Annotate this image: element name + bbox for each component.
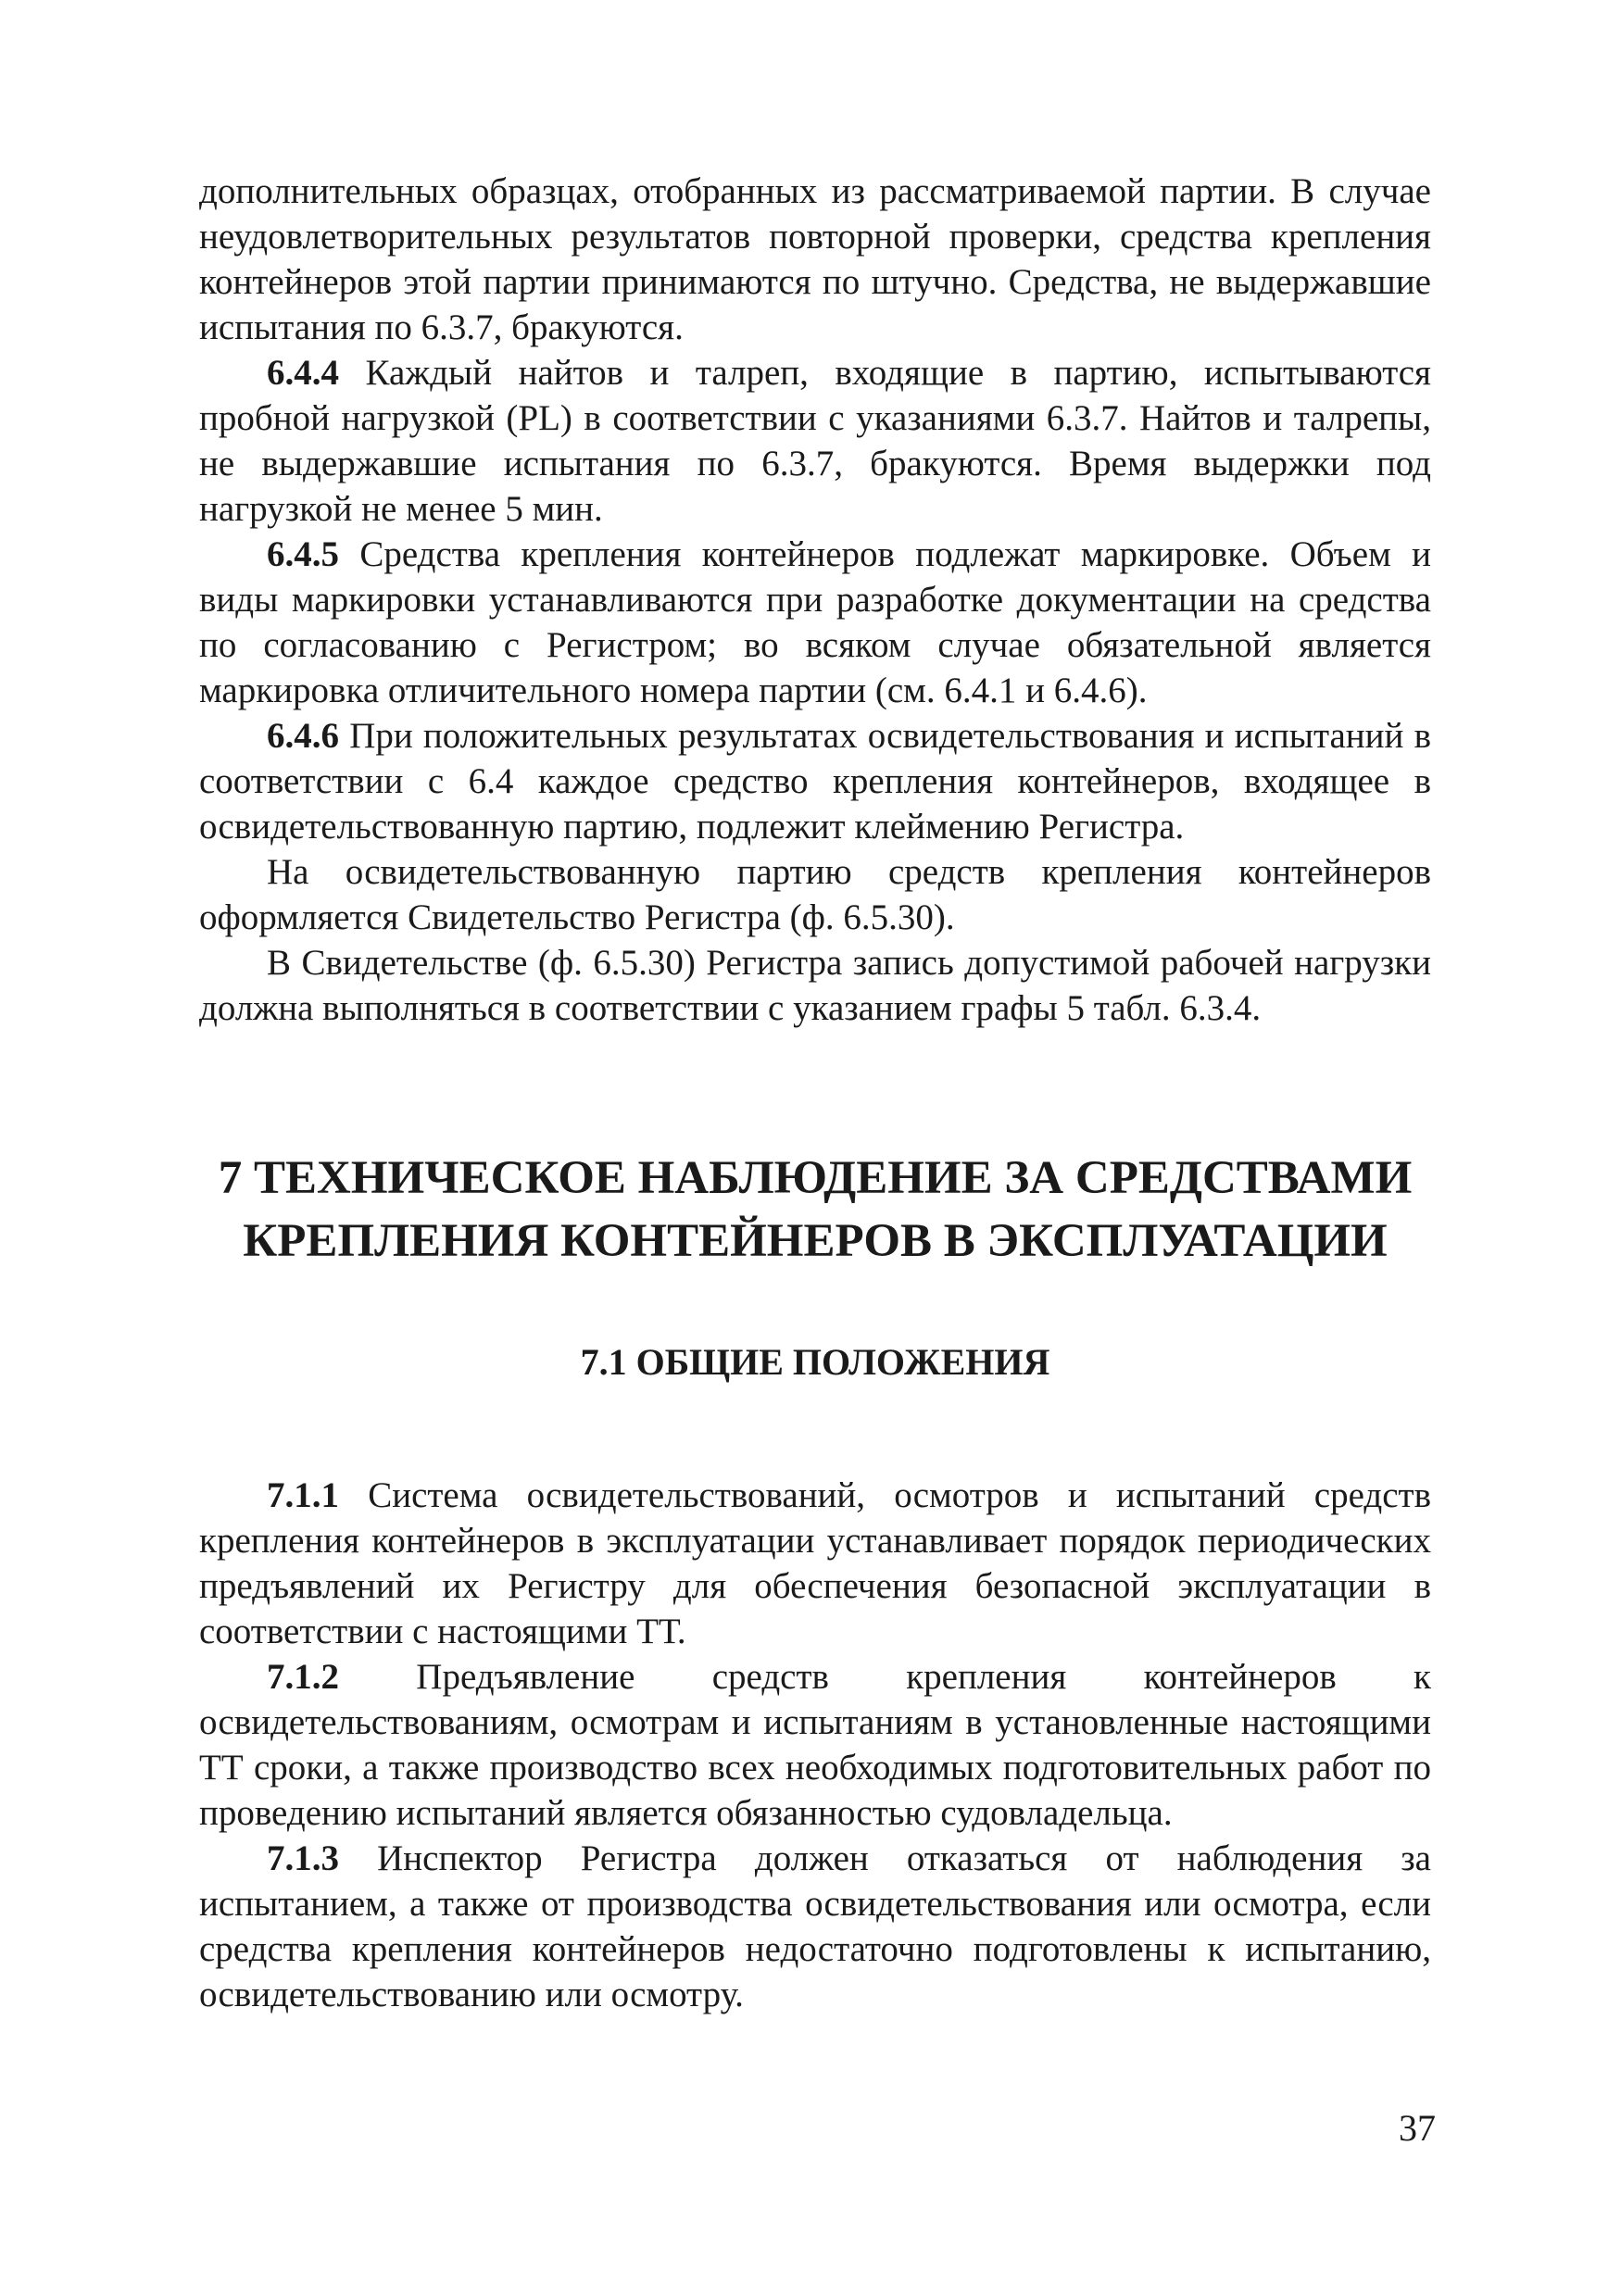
paragraph-number: 7.1.3 [267,1838,339,1878]
paragraph-7-1-2 [199,1654,1431,1836]
paragraph-certificate: На освидетельствованную партию средств крепления контейнеров оформляется Свидетельство Регистра (ф. 6.5.30). [199,852,1431,937]
paragraph-number: 6.4.4 [267,353,339,393]
section-title: 7.1 ОБЩИЕ ПОЛОЖЕНИЯ [580,1341,1050,1383]
paragraph-text: Система освидетельствований, осмотров и испытаний средств крепления контейнеров в эксплуатации устанавливает порядок периодических предъявлений их Регистру для обеспечения безопасной эксплуатации в соответствии с настоящими ТТ. [199,1475,1431,1651]
paragraph-7-1-3 [199,1836,1431,2017]
paragraph-number: 6.4.6 [267,716,339,756]
paragraph-text: Предъявление средств крепления контейнеров к освидетельствованиям, осмотрам и испытаниям в установленные настоящими ТТ сроки, а также производство всех необходимых подготовительных работ по проведению испытаний является обязанностью судовладельца. [199,1657,1431,1833]
top-text-block [199,169,1431,1031]
chapter-title-line-1: 7 ТЕХНИЧЕСКОЕ НАБЛЮДЕНИЕ ЗА СРЕДСТВАМИ [218,1152,1413,1204]
paragraph-text: Инспектор Регистра должен отказаться от наблюдения за испытанием, а также от производства освидетельствования или осмотра, если средства крепления контейнеров недостаточно подготовлены к испытанию, освидетельствованию или осмотру. [199,1838,1431,2014]
paragraph-6-4-6 [199,713,1431,849]
chapter-title-line-2: КРЕПЛЕНИЯ КОНТЕЙНЕРОВ В ЭКСПЛУАТАЦИИ [243,1215,1388,1267]
paragraph-text: Средства крепления контейнеров подлежат маркировке. Объем и виды маркировки устанавливаются при разработке документации на средства по согласованию с Регистром; во всяком случае обязательной является маркировка отличительного номера партии (см. 6.4.1 и 6.4.6). [199,534,1431,710]
bottom-text-block [199,1473,1431,2017]
chapter-title [199,1147,1431,1273]
paragraph-number: 7.1.1 [267,1475,339,1515]
paragraph-text: Каждый найтов и талреп, входящие в партию, испытываются пробной нагрузкой (PL) в соответствии с указаниями 6.3.7. Найтов и талрепы, не выдержавшие испытания по 6.3.7, бракуются. Время выдержки под нагрузкой не менее 5 мин. [199,353,1431,529]
paragraph-number: 6.4.5 [267,534,339,574]
paragraph-text: При положительных результатах освидетельствования и испытаний в соответствии с 6.4 каждое средство крепления контейнеров, входящее в освидетельствованную партию, подлежит клеймению Регистра. [199,716,1431,847]
paragraph-6-4-5 [199,532,1431,713]
paragraph-certificate-record: В Свидетельстве (ф. 6.5.30) Регистра запись допустимой рабочей нагрузки должна выполняться в соответствии с указанием графы 5 табл. 6.3.4. [199,943,1431,1028]
paragraph-6-4-4 [199,350,1431,532]
continuation-paragraph: дополнительных образцах, отобранных из рассматриваемой партии. В случае неудовлетворительных результатов повторной проверки, средства крепления контейнеров этой партии принимаются по штучно. Средства, не выдержавшие испытания по 6.3.7, бракуются. [199,171,1431,347]
page-number: 37 [1399,2107,1436,2149]
paragraph-7-1-1 [199,1473,1431,1654]
paragraph-number: 7.1.2 [267,1657,339,1697]
